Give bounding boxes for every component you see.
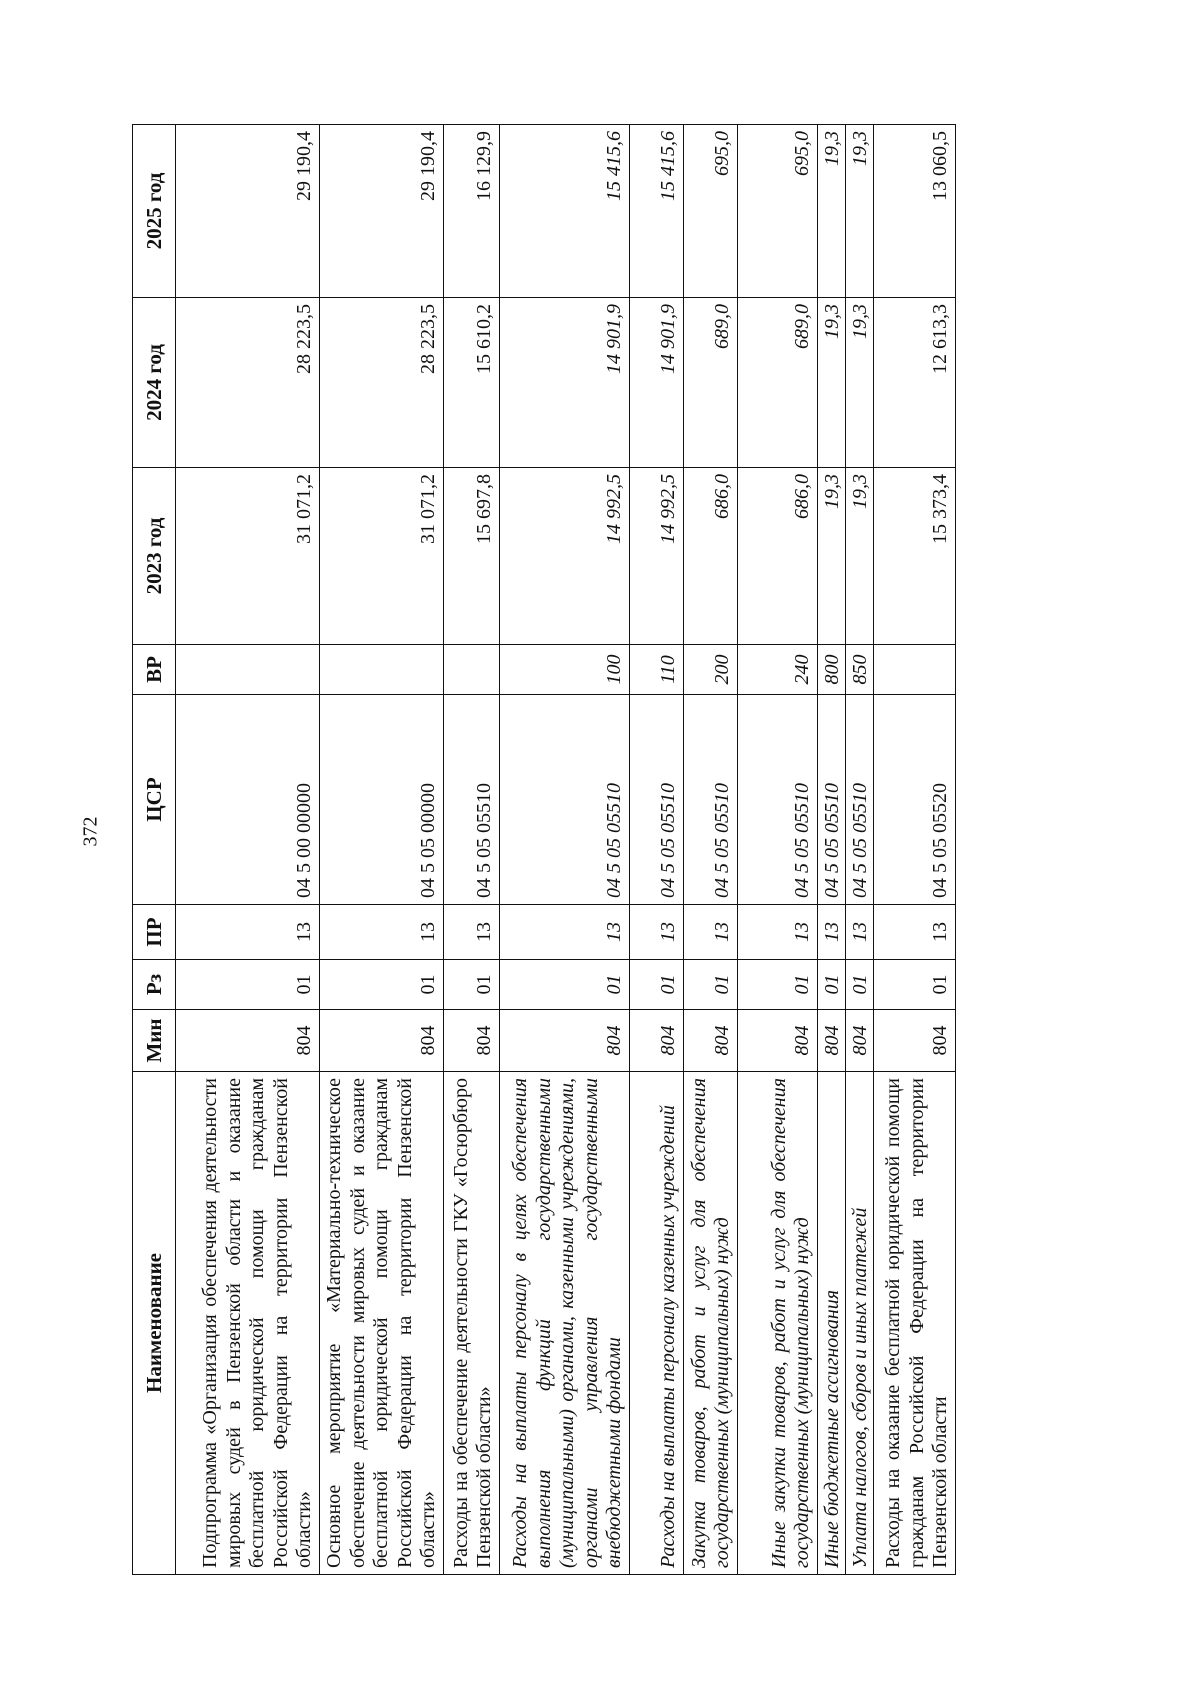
row-pr: 13 xyxy=(684,905,738,960)
row-rz: 01 xyxy=(320,960,444,1010)
row-2023: 15 697,8 xyxy=(444,468,500,645)
row-2024: 14 901,9 xyxy=(500,298,630,468)
header-min: Мин xyxy=(133,1010,176,1072)
row-vr: 240 xyxy=(738,645,818,695)
table-row xyxy=(684,125,738,1575)
row-name: Закупка товаров, работ и услуг для обеспечения государственных (муниципальных) нужд xyxy=(684,1072,738,1575)
row-csr: 04 5 05 05520 xyxy=(874,695,956,905)
row-2024: 19,3 xyxy=(846,298,874,468)
table-row xyxy=(818,125,846,1575)
row-csr: 04 5 05 05510 xyxy=(818,695,846,905)
row-name: Расходы на обеспечение деятельности ГКУ «Госюрбюро Пензенской области» xyxy=(444,1072,500,1575)
row-rz: 01 xyxy=(444,960,500,1010)
row-pr: 13 xyxy=(874,905,956,960)
row-csr: 04 5 05 05510 xyxy=(738,695,818,905)
row-rz: 01 xyxy=(500,960,630,1010)
row-2023: 686,0 xyxy=(738,468,818,645)
row-csr: 04 5 05 05510 xyxy=(846,695,874,905)
row-2025: 29 190,4 xyxy=(320,125,444,298)
row-min: 804 xyxy=(500,1010,630,1072)
header-name: Наименование xyxy=(133,1072,176,1575)
row-vr xyxy=(874,645,956,695)
row-rz: 01 xyxy=(874,960,956,1010)
row-2024: 28 223,5 xyxy=(176,298,320,468)
page-number: 372 xyxy=(79,816,102,847)
row-name: Расходы на выплаты персоналу в целях обеспечения выполнения функций государственными (муниципальными) органами, казенными учреждениями, органами управления государственными внебюджетными фондами xyxy=(500,1072,630,1575)
header-csr: ЦСР xyxy=(133,695,176,905)
row-2023: 19,3 xyxy=(846,468,874,645)
row-pr: 13 xyxy=(176,905,320,960)
table-header-row xyxy=(133,125,176,1575)
row-2025: 695,0 xyxy=(738,125,818,298)
row-2025: 13 060,5 xyxy=(874,125,956,298)
row-rz: 01 xyxy=(176,960,320,1010)
row-2023: 31 071,2 xyxy=(176,468,320,645)
row-min: 804 xyxy=(874,1010,956,1072)
row-min: 804 xyxy=(818,1010,846,1072)
row-vr xyxy=(176,645,320,695)
budget-table xyxy=(132,124,956,1575)
row-2025: 16 129,9 xyxy=(444,125,500,298)
row-2025: 19,3 xyxy=(846,125,874,298)
row-2024: 689,0 xyxy=(684,298,738,468)
row-min: 804 xyxy=(738,1010,818,1072)
row-pr: 13 xyxy=(630,905,684,960)
row-min: 804 xyxy=(444,1010,500,1072)
row-rz: 01 xyxy=(630,960,684,1010)
row-csr: 04 5 05 00000 xyxy=(320,695,444,905)
row-2023: 15 373,4 xyxy=(874,468,956,645)
row-2024: 15 610,2 xyxy=(444,298,500,468)
row-csr: 04 5 00 00000 xyxy=(176,695,320,905)
row-vr: 800 xyxy=(818,645,846,695)
row-min: 804 xyxy=(846,1010,874,1072)
row-2024: 689,0 xyxy=(738,298,818,468)
row-vr xyxy=(320,645,444,695)
row-pr: 13 xyxy=(846,905,874,960)
row-pr: 13 xyxy=(444,905,500,960)
row-2024: 14 901,9 xyxy=(630,298,684,468)
row-pr: 13 xyxy=(738,905,818,960)
table-row xyxy=(846,125,874,1575)
header-2023: 2023 год xyxy=(133,468,176,645)
rotated-table-container xyxy=(132,125,1002,1575)
row-name: Уплата налогов, сборов и иных платежей xyxy=(846,1072,874,1575)
row-pr: 13 xyxy=(818,905,846,960)
header-pr: ПР xyxy=(133,905,176,960)
table-row xyxy=(500,125,630,1575)
row-2024: 28 223,5 xyxy=(320,298,444,468)
row-2024: 19,3 xyxy=(818,298,846,468)
row-2023: 19,3 xyxy=(818,468,846,645)
row-name: Иные бюджетные ассигнования xyxy=(818,1072,846,1575)
row-min: 804 xyxy=(684,1010,738,1072)
row-name: Основное мероприятие «Материально-техническое обеспечение деятельности мировых судей и оказание бесплатной юридической помощи гражданам Российской Федерации на территории Пензенской области» xyxy=(320,1072,444,1575)
header-2025: 2025 год xyxy=(133,125,176,298)
row-vr: 110 xyxy=(630,645,684,695)
row-2025: 19,3 xyxy=(818,125,846,298)
row-min: 804 xyxy=(320,1010,444,1072)
row-vr xyxy=(444,645,500,695)
table-row xyxy=(444,125,500,1575)
table-row xyxy=(320,125,444,1575)
row-rz: 01 xyxy=(846,960,874,1010)
header-vr: ВР xyxy=(133,645,176,695)
row-rz: 01 xyxy=(738,960,818,1010)
row-2023: 686,0 xyxy=(684,468,738,645)
row-vr: 100 xyxy=(500,645,630,695)
table-row xyxy=(738,125,818,1575)
row-vr: 850 xyxy=(846,645,874,695)
header-rz: Рз xyxy=(133,960,176,1010)
row-2024: 12 613,3 xyxy=(874,298,956,468)
row-pr: 13 xyxy=(500,905,630,960)
row-csr: 04 5 05 05510 xyxy=(444,695,500,905)
row-name: Подпрограмма «Организация обеспечения деятельности мировых судей в Пензенской области и оказание бесплатной юридической помощи гражданам Российской Федерации на территории Пензенской области» xyxy=(176,1072,320,1575)
row-2025: 15 415,6 xyxy=(630,125,684,298)
row-pr: 13 xyxy=(320,905,444,960)
row-2025: 695,0 xyxy=(684,125,738,298)
row-name: Расходы на оказание бесплатной юридической помощи гражданам Российской Федерации на территории Пензенской области xyxy=(874,1072,956,1575)
row-csr: 04 5 05 05510 xyxy=(684,695,738,905)
row-2023: 14 992,5 xyxy=(630,468,684,645)
row-csr: 04 5 05 05510 xyxy=(630,695,684,905)
table-row xyxy=(874,125,956,1575)
row-2023: 31 071,2 xyxy=(320,468,444,645)
table-row xyxy=(176,125,320,1575)
row-name: Расходы на выплаты персоналу казенных учреждений xyxy=(630,1072,684,1575)
row-name: Иные закупки товаров, работ и услуг для обеспечения государственных (муниципальных) нужд xyxy=(738,1072,818,1575)
header-2024: 2024 год xyxy=(133,298,176,468)
row-rz: 01 xyxy=(818,960,846,1010)
row-rz: 01 xyxy=(684,960,738,1010)
row-2025: 15 415,6 xyxy=(500,125,630,298)
row-vr: 200 xyxy=(684,645,738,695)
table-row xyxy=(630,125,684,1575)
row-csr: 04 5 05 05510 xyxy=(500,695,630,905)
row-2025: 29 190,4 xyxy=(176,125,320,298)
row-2023: 14 992,5 xyxy=(500,468,630,645)
row-min: 804 xyxy=(176,1010,320,1072)
row-min: 804 xyxy=(630,1010,684,1072)
